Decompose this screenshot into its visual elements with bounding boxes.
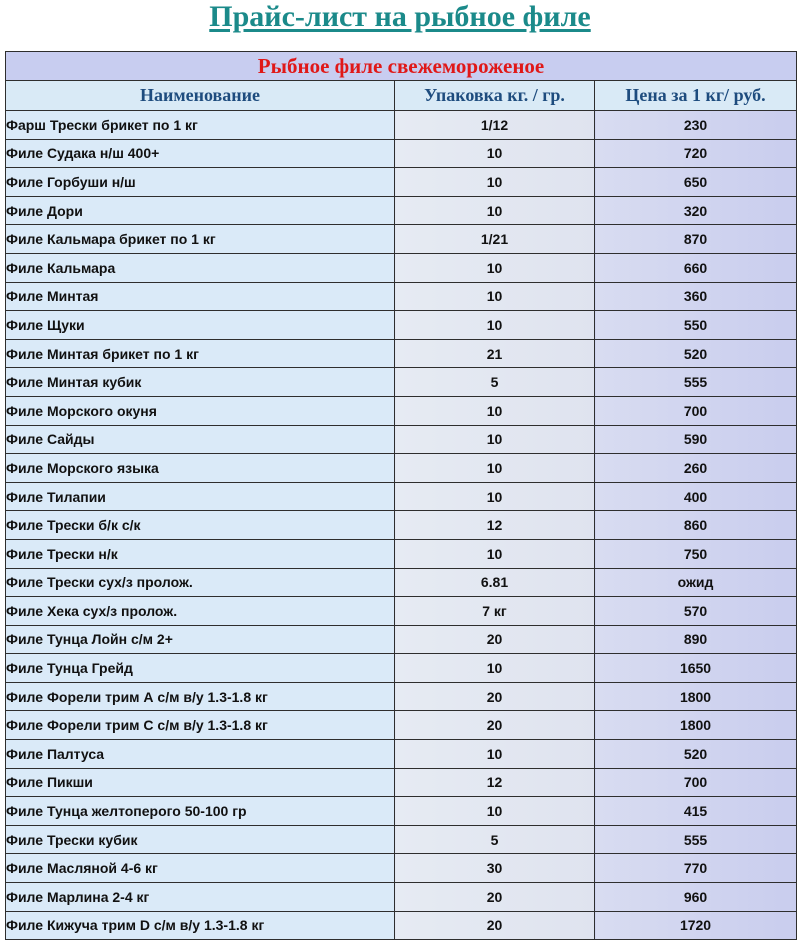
product-name-cell: Филе Масляной 4-6 кг — [6, 854, 395, 883]
package-cell: 1/12 — [395, 111, 595, 140]
price-cell: ожид — [595, 568, 797, 597]
table-row — [6, 225, 797, 254]
table-row — [6, 396, 797, 425]
package-cell: 7 кг — [395, 597, 595, 626]
table-row — [6, 482, 797, 511]
price-cell: 320 — [595, 196, 797, 225]
table-row — [6, 597, 797, 626]
price-cell: 1800 — [595, 711, 797, 740]
table-row — [6, 797, 797, 826]
product-name-cell: Филе Трески н/к — [6, 539, 395, 568]
table-row — [6, 568, 797, 597]
package-cell: 10 — [395, 396, 595, 425]
package-cell: 10 — [395, 797, 595, 826]
product-name-cell: Филе Трески кубик — [6, 825, 395, 854]
table-row — [6, 282, 797, 311]
package-cell: 6.81 — [395, 568, 595, 597]
table-row — [6, 139, 797, 168]
product-name-cell: Филе Палтуса — [6, 740, 395, 769]
product-name-cell: Филе Тилапии — [6, 482, 395, 511]
price-cell: 520 — [595, 339, 797, 368]
table-row — [6, 625, 797, 654]
package-cell: 1/21 — [395, 225, 595, 254]
product-name-cell: Филе Кальмара — [6, 253, 395, 282]
product-name-cell: Филе Минтая — [6, 282, 395, 311]
table-body — [6, 111, 797, 940]
product-name-cell: Филе Форели трим А с/м в/у 1.3-1.8 кг — [6, 682, 395, 711]
table-row — [6, 539, 797, 568]
price-cell: 750 — [595, 539, 797, 568]
price-cell: 260 — [595, 454, 797, 483]
product-name-cell: Филе Дори — [6, 196, 395, 225]
price-cell: 1650 — [595, 654, 797, 683]
table-row — [6, 740, 797, 769]
price-cell: 360 — [595, 282, 797, 311]
table-row — [6, 711, 797, 740]
price-cell: 770 — [595, 854, 797, 883]
product-name-cell: Филе Сайды — [6, 425, 395, 454]
package-cell: 20 — [395, 883, 595, 912]
page-title: Прайс-лист на рыбное филе — [209, 0, 591, 33]
product-name-cell: Филе Щуки — [6, 311, 395, 340]
price-cell: 860 — [595, 511, 797, 540]
column-header-pack: Упаковка кг. / гр. — [395, 81, 595, 111]
table-row — [6, 196, 797, 225]
package-cell: 12 — [395, 768, 595, 797]
price-cell: 960 — [595, 883, 797, 912]
table-row — [6, 425, 797, 454]
table-row — [6, 911, 797, 940]
package-cell: 10 — [395, 482, 595, 511]
package-cell: 20 — [395, 625, 595, 654]
table-row — [6, 454, 797, 483]
product-name-cell: Филе Судака н/ш 400+ — [6, 139, 395, 168]
package-cell: 10 — [395, 168, 595, 197]
package-cell: 10 — [395, 539, 595, 568]
table-row — [6, 768, 797, 797]
package-cell: 12 — [395, 511, 595, 540]
product-name-cell: Филе Хека сух/з пролож. — [6, 597, 395, 626]
package-cell: 20 — [395, 711, 595, 740]
price-cell: 720 — [595, 139, 797, 168]
product-name-cell: Филе Пикши — [6, 768, 395, 797]
price-cell: 555 — [595, 368, 797, 397]
product-name-cell: Фарш Трески брикет по 1 кг — [6, 111, 395, 140]
product-name-cell: Филе Горбуши н/ш — [6, 168, 395, 197]
table-row — [6, 168, 797, 197]
product-name-cell: Филе Марлина 2-4 кг — [6, 883, 395, 912]
table-row — [6, 511, 797, 540]
table-row — [6, 854, 797, 883]
product-name-cell: Филе Тунца Лойн с/м 2+ — [6, 625, 395, 654]
price-table — [5, 51, 797, 940]
price-cell: 555 — [595, 825, 797, 854]
product-name-cell: Филе Кижуча трим D с/м в/у 1.3-1.8 кг — [6, 911, 395, 940]
product-name-cell: Филе Трески б/к с/к — [6, 511, 395, 540]
package-cell: 10 — [395, 311, 595, 340]
package-cell: 20 — [395, 911, 595, 940]
price-cell: 230 — [595, 111, 797, 140]
price-cell: 700 — [595, 768, 797, 797]
package-cell: 10 — [395, 253, 595, 282]
package-cell: 5 — [395, 825, 595, 854]
column-header-price: Цена за 1 кг/ руб. — [595, 81, 797, 111]
column-header-name: Наименование — [6, 81, 395, 111]
package-cell: 10 — [395, 454, 595, 483]
package-cell: 5 — [395, 368, 595, 397]
package-cell: 21 — [395, 339, 595, 368]
package-cell: 10 — [395, 139, 595, 168]
price-cell: 1800 — [595, 682, 797, 711]
price-cell: 660 — [595, 253, 797, 282]
price-cell: 590 — [595, 425, 797, 454]
price-cell: 870 — [595, 225, 797, 254]
package-cell: 10 — [395, 425, 595, 454]
package-cell: 30 — [395, 854, 595, 883]
product-name-cell: Филе Тунца Грейд — [6, 654, 395, 683]
section-title: Рыбное филе свежемороженое — [6, 52, 797, 81]
package-cell: 10 — [395, 654, 595, 683]
price-cell: 890 — [595, 625, 797, 654]
product-name-cell: Филе Морского языка — [6, 454, 395, 483]
product-name-cell: Филе Кальмара брикет по 1 кг — [6, 225, 395, 254]
price-cell: 415 — [595, 797, 797, 826]
price-cell: 650 — [595, 168, 797, 197]
package-cell: 10 — [395, 196, 595, 225]
price-cell: 550 — [595, 311, 797, 340]
price-cell: 570 — [595, 597, 797, 626]
table-row — [6, 825, 797, 854]
table-row — [6, 253, 797, 282]
header-row — [6, 81, 797, 111]
table-row — [6, 368, 797, 397]
section-row — [6, 52, 797, 81]
product-name-cell: Филе Трески сух/з пролож. — [6, 568, 395, 597]
price-cell: 520 — [595, 740, 797, 769]
price-cell: 700 — [595, 396, 797, 425]
table-row — [6, 682, 797, 711]
product-name-cell: Филе Минтая брикет по 1 кг — [6, 339, 395, 368]
table-row — [6, 311, 797, 340]
table-row — [6, 883, 797, 912]
product-name-cell: Филе Минтая кубик — [6, 368, 395, 397]
table-row — [6, 654, 797, 683]
product-name-cell: Филе Морского окуня — [6, 396, 395, 425]
product-name-cell: Филе Тунца желтоперого 50-100 гр — [6, 797, 395, 826]
table-row — [6, 111, 797, 140]
price-cell: 400 — [595, 482, 797, 511]
package-cell: 10 — [395, 740, 595, 769]
product-name-cell: Филе Форели трим С с/м в/у 1.3-1.8 кг — [6, 711, 395, 740]
package-cell: 10 — [395, 282, 595, 311]
price-cell: 1720 — [595, 911, 797, 940]
table-row — [6, 339, 797, 368]
package-cell: 20 — [395, 682, 595, 711]
